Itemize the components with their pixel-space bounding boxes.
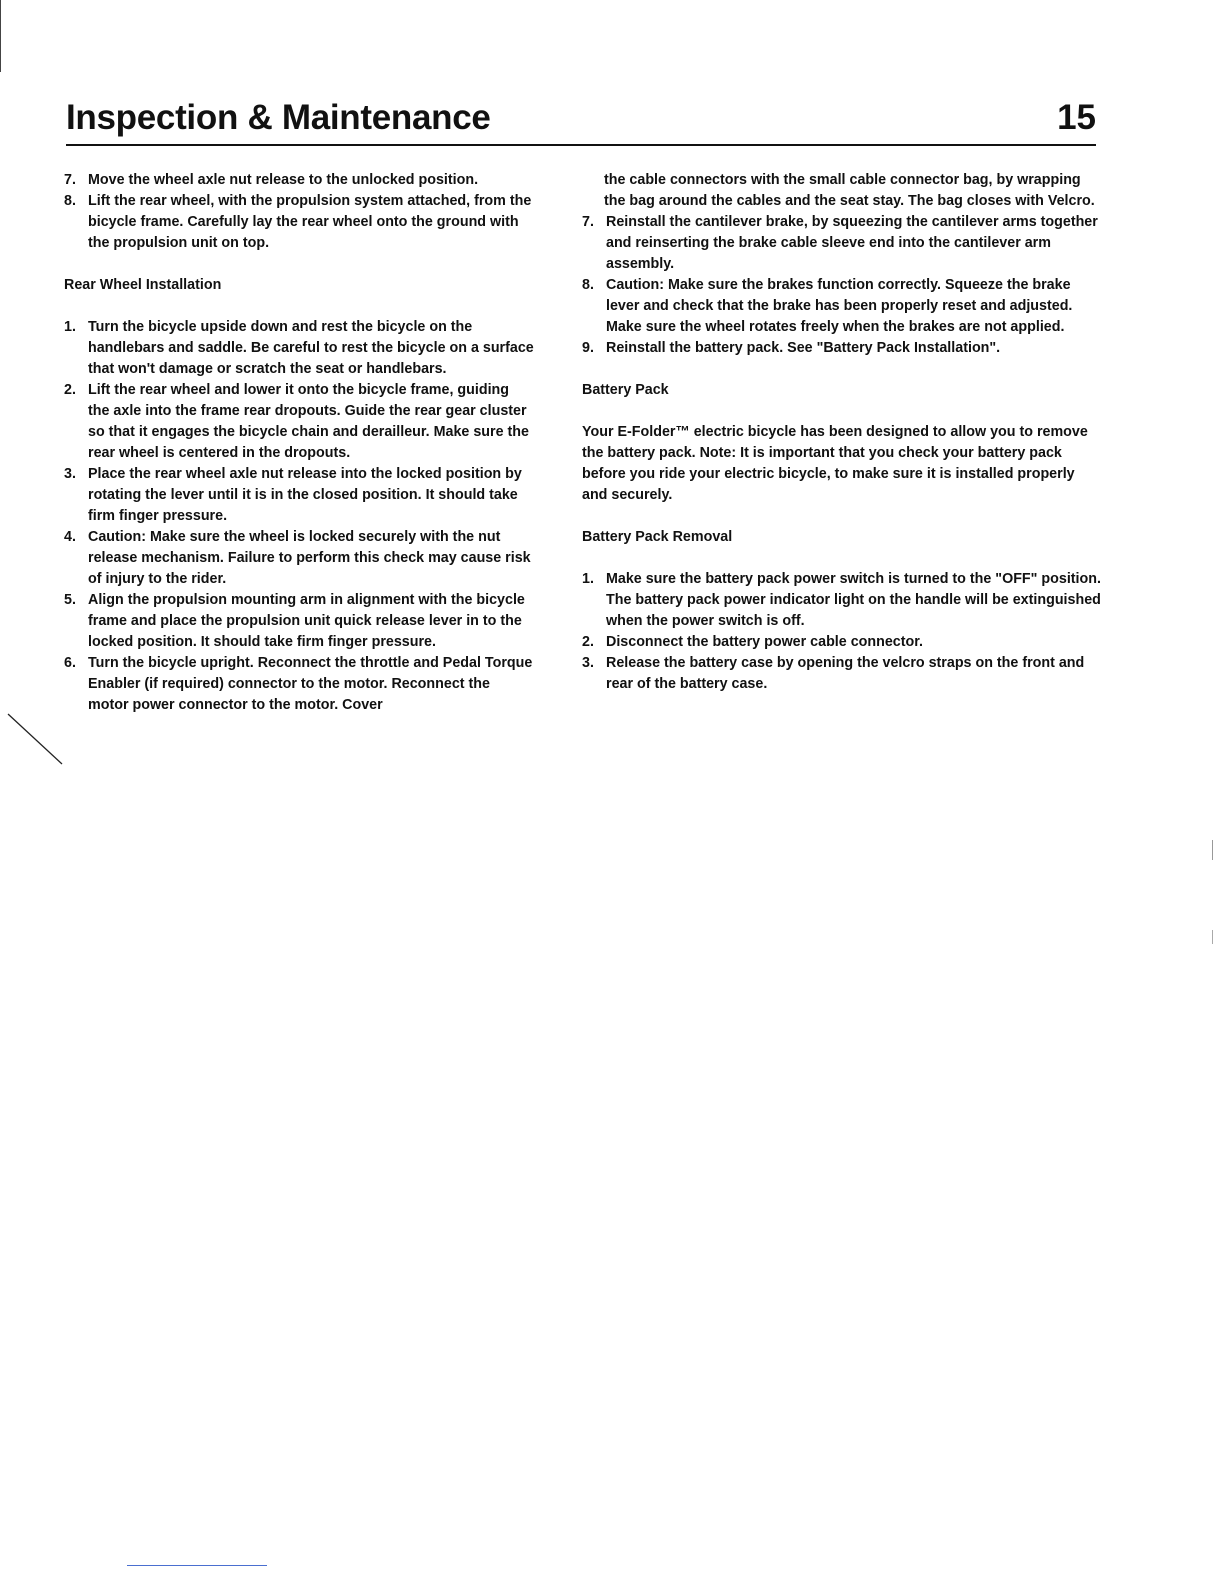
list-item: 1. Make sure the battery pack power switch is turned to the "OFF" position. The battery pack power indicator light on the handle will be extinguished when the power switch is off. bbox=[582, 571, 1101, 629]
list-item: 7. Move the wheel axle nut release to the unlocked position. bbox=[64, 172, 479, 188]
right-column bbox=[582, 170, 1102, 695]
list-item: 9. Reinstall the battery pack. See "Battery Pack Installation". bbox=[582, 340, 1001, 356]
step-6-continuation: the cable connectors with the small cable connector bag, by wrapping the bag around the cables and the seat stay. The bag closes with Velcro. bbox=[604, 172, 1095, 209]
scan-bottom-line bbox=[127, 1565, 267, 1566]
scan-edge-mark bbox=[0, 0, 1, 72]
list-item: 3. Release the battery case by opening the velcro straps on the front and rear of the battery case. bbox=[582, 655, 1085, 692]
rear-wheel-installation-steps-continued bbox=[582, 212, 1102, 359]
section-heading-battery-pack: Battery Pack bbox=[582, 382, 669, 398]
list-item: 7. Reinstall the cantilever brake, by squeezing the cantilever arms together and reinserting the brake cable sleeve end into the cantilever arm assembly. bbox=[582, 214, 1098, 272]
list-item: 1. Turn the bicycle upside down and rest the bicycle on the handlebars and saddle. Be careful to rest the bicycle on a surface that won't damage or scratch the seat or handlebars. bbox=[64, 319, 534, 377]
scan-edge-mark bbox=[1212, 840, 1213, 860]
section-heading-battery-pack-removal: Battery Pack Removal bbox=[582, 529, 733, 545]
page-header bbox=[66, 98, 1096, 146]
list-item: 5. Align the propulsion mounting arm in alignment with the bicycle frame and place the propulsion unit quick release lever in to the locked position. It should take firm finger pressure. bbox=[64, 592, 525, 650]
scan-edge-mark bbox=[1212, 930, 1213, 944]
battery-pack-removal-steps bbox=[582, 569, 1102, 695]
list-item: 8. Lift the rear wheel, with the propulsion system attached, from the bicycle frame. Carefully lay the rear wheel onto the ground with the propulsion unit on top. bbox=[64, 193, 532, 251]
battery-pack-paragraph: Your E-Folder™ electric bicycle has been designed to allow you to remove the battery pack. Note: It is important that you check your battery pack before you ride your electric bicycle, to make sure it is installed properly and securely. bbox=[582, 424, 1088, 503]
list-item: 4. Caution: Make sure the wheel is locked securely with the nut release mechanism. Failure to perform this check may cause risk of injury to the rider. bbox=[64, 529, 531, 587]
page-number: 15 bbox=[1057, 98, 1096, 137]
pen-stroke-mark bbox=[6, 712, 66, 768]
removal-steps-continued bbox=[64, 170, 534, 254]
left-column bbox=[64, 170, 534, 716]
section-heading-rear-wheel-installation: Rear Wheel Installation bbox=[64, 277, 222, 293]
rear-wheel-installation-steps bbox=[64, 317, 534, 716]
list-item: 2. Disconnect the battery power cable connector. bbox=[582, 634, 923, 650]
list-item: 3. Place the rear wheel axle nut release into the locked position by rotating the lever until it is in the closed position. It should take firm finger pressure. bbox=[64, 466, 522, 524]
list-item: 2. Lift the rear wheel and lower it onto the bicycle frame, guiding the axle into the frame rear dropouts. Guide the rear gear cluster so that it engages the bicycle chain and derailleur. Make sure the rear wheel is centered in the dropouts. bbox=[64, 382, 529, 461]
page-title: Inspection & Maintenance bbox=[66, 98, 491, 137]
list-item: 8. Caution: Make sure the brakes function correctly. Squeeze the brake lever and check that the brake has been properly reset and adjusted. Make sure the wheel rotates freely when the brakes are not applied. bbox=[582, 277, 1073, 335]
list-item: 6. Turn the bicycle upright. Reconnect the throttle and Pedal Torque Enabler (if required) connector to the motor. Reconnect the motor power connector to the motor. Cover bbox=[64, 655, 533, 713]
